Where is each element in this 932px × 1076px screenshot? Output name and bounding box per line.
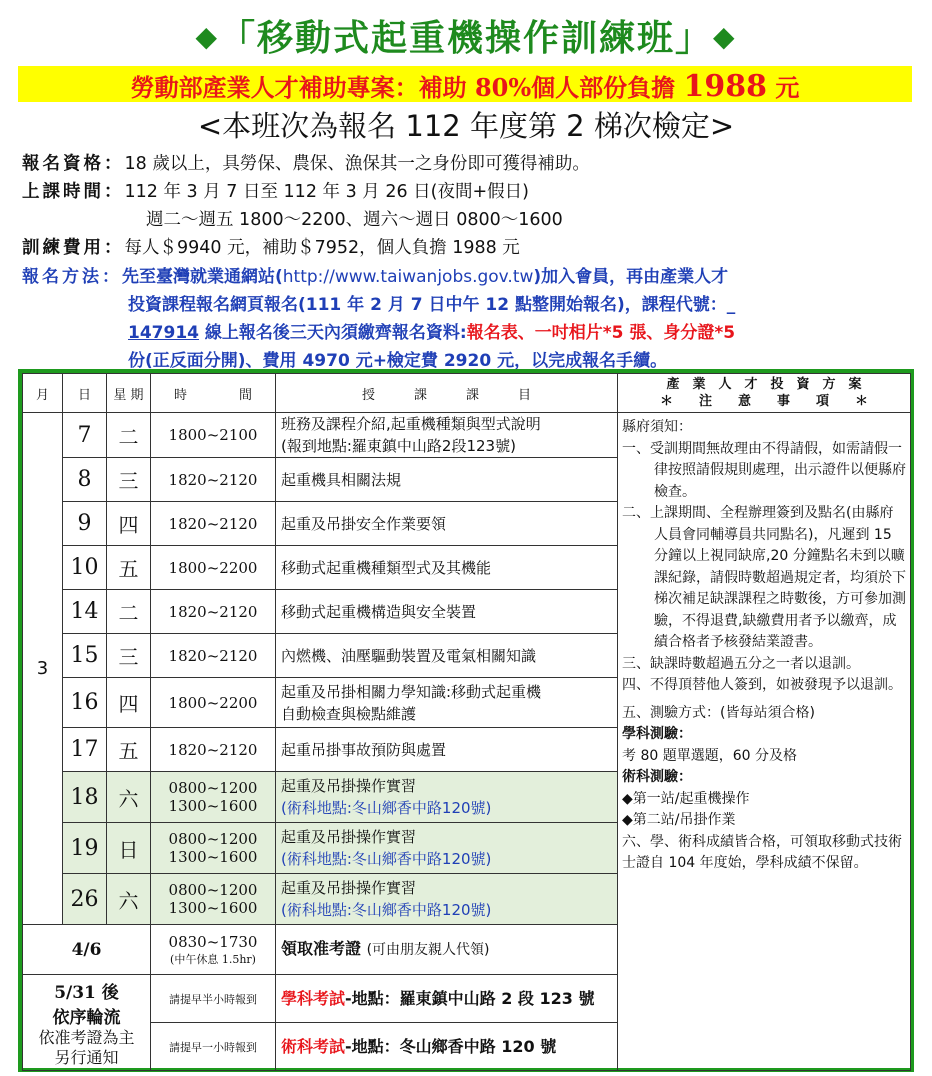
schedule-table [22, 373, 911, 1071]
header-course: 授 課 課 目 [276, 374, 618, 413]
notes-panel: 縣府須知： 一、受訓期間無故理由不得請假，如需請假一律按照請假規則處理，出示證件以便縣府檢查。 二、上課期間、全程辦理簽到及點名(由縣府人員會同輔導員共同點名)，凡遲到 15 分鐘以上視同缺席,20 分鐘點名未到以曠課紀錄，請假時數超過規定者，均須於下梯次補足缺課課程之時數後，方可參加測驗，不得退費,缺繳費用者予以繳齊，成績合格者予核發結業證書。 三、缺課時數超過五分之一者以退訓。 四、不得頂替他人簽到，如被發現予以退訓。 五、測驗方式：(皆每站須合格) 學科測驗： 考 80 題單選題，60 分及格 術科測驗： ◆第一站/起重機操作 ◆第二站/吊掛作業 六、學、術科成績皆合格，可領取移動式技術士證自 104 年度始，學科成績不保留。 [618, 413, 911, 1071]
header-time: 時 間 [151, 374, 276, 413]
header-notes: 產 業 人 才 投 資 方 案 ＊ 注 意 事 項 ＊ [618, 374, 911, 413]
practical-exam-row: 請提早一小時報到 術科考試-地點：冬山鄉香中路 120 號 [23, 1023, 911, 1071]
exam-date-cell: 5/31 後 依序輪流 依准考證為主 另行通知 [23, 975, 151, 1071]
table-row: 3 7 二 1800~2100 班務及課程介紹,起重機種類與型式說明 (報到地點:羅東鎮中山路2段123號) 縣府須知： 一、受訓期間無故理由不得請假，如需請假一律按照請假規則處理，出示證件以便縣府檢查。 二、上課期間、全程辦理簽到及點名(由縣府人員會同輔導員共同點名)，凡遲到 15 分鐘以上視同缺席,20 分鐘點名未到以曠課紀錄，請假時數超過規定者，均須於下梯次補足缺課課程之時數後，方可參加測驗，不得退費,缺繳費用者予以繳齊，成績合格者予核發結業證書。 三、缺課時數超過五分之一者以退訓。 四、不得頂替他人簽到，如被發現予以退訓。 五、測驗方式：(皆每站須合格) 學科測驗： 考 80 題單選題，60 分及格 術科測驗： ◆第一站/起重機操作 ◆第二站/吊掛作業 六、學、術科成績皆合格，可領取移動式技術士證自 104 年度始，學科成績不保留。 [23, 413, 911, 458]
table-row: 19 日 0800~1200 1300~1600 起重及吊掛操作實習 (術科地點:冬山鄉香中路120號) [23, 823, 911, 874]
month-cell: 3 [23, 413, 63, 925]
admission-row: 4/6 0830~1730 (中午休息 1.5hr) 領取准考證 (可由朋友親人代領) [23, 925, 911, 975]
eligibility: 報名資格：18 歲以上，具勞保、農保、漁保其一之身份即可獲得補助。 [22, 154, 590, 174]
reg-method-4: 份(正反面分開)、費用 4970 元+檢定費 2920 元，以完成報名手續。 [128, 351, 668, 371]
batch-note: <本班次為報名 112 年度第 2 梯次檢定> [197, 109, 735, 143]
header-day: 日 [63, 374, 107, 413]
reg-method-2: 投資課程報名網頁報名(111 年 2 月 7 日中午 12 點整開始報名)，課程代號：_ [128, 295, 736, 315]
table-row: 16 四 1800~2200 起重及吊掛相關力學知識:移動式起重機 自動檢查與檢點維護 [23, 678, 911, 728]
subtitle: 勞動部產業人才補助專案：補助 80%個人部份負擔 1988 元 [130, 69, 800, 104]
diamond-icon: ◆ [195, 20, 219, 53]
page-title: ◆「移動式起重機操作訓練班」◆ [195, 17, 737, 59]
written-exam-row: 5/31 後 依序輪流 依准考證為主 另行通知 請提早半小時報到 學科考試-地點：羅東鎮中山路 2 段 123 號 [23, 975, 911, 1023]
table-row: 17 五 1820~2120 起重吊掛事故預防與處置 [23, 728, 911, 772]
website-link[interactable]: http://www.taiwanjobs.gov.tw [282, 267, 534, 287]
table-row: 8 三 1820~2120 起重機具相關法規 [23, 458, 911, 502]
fee: 訓練費用：每人＄9940 元，補助＄7952，個人負擔 1988 元 [22, 238, 520, 258]
header-month: 月 [23, 374, 63, 413]
table-row: 10 五 1800~2200 移動式起重機種類型式及其機能 [23, 546, 911, 590]
table-row: 15 三 1820~2120 內燃機、油壓驅動裝置及電氣相關知識 [23, 634, 911, 678]
reg-method-3: 147914 線上報名後三天內須繳齊報名資料:報名表、一吋相片*5 張、身分證*5 [128, 323, 736, 343]
header-weekday: 星 期 [107, 374, 151, 413]
table-row: 14 二 1820~2120 移動式起重機構造與安全裝置 [23, 590, 911, 634]
diamond-icon: ◆ [713, 20, 737, 53]
reg-method: 報名方法：先至臺灣就業通網站(http://www.taiwanjobs.gov.tw)加入會員，再由產業人才 [22, 267, 729, 287]
table-row: 18 六 0800~1200 1300~1600 起重及吊掛操作實習 (術科地點:冬山鄉香中路120號) [23, 772, 911, 823]
table-row: 9 四 1820~2120 起重及吊掛安全作業要領 [23, 502, 911, 546]
course-code: 147914 [128, 323, 199, 343]
class-time: 上課時間：112 年 3 月 7 日至 112 年 3 月 26 日(夜間+假日) [22, 182, 529, 202]
class-time-2: 週二～週五 1800～2200、週六～週日 0800～1600 [146, 210, 563, 230]
table-row: 26 六 0800~1200 1300~1600 起重及吊掛操作實習 (術科地點:冬山鄉香中路120號) [23, 874, 911, 925]
